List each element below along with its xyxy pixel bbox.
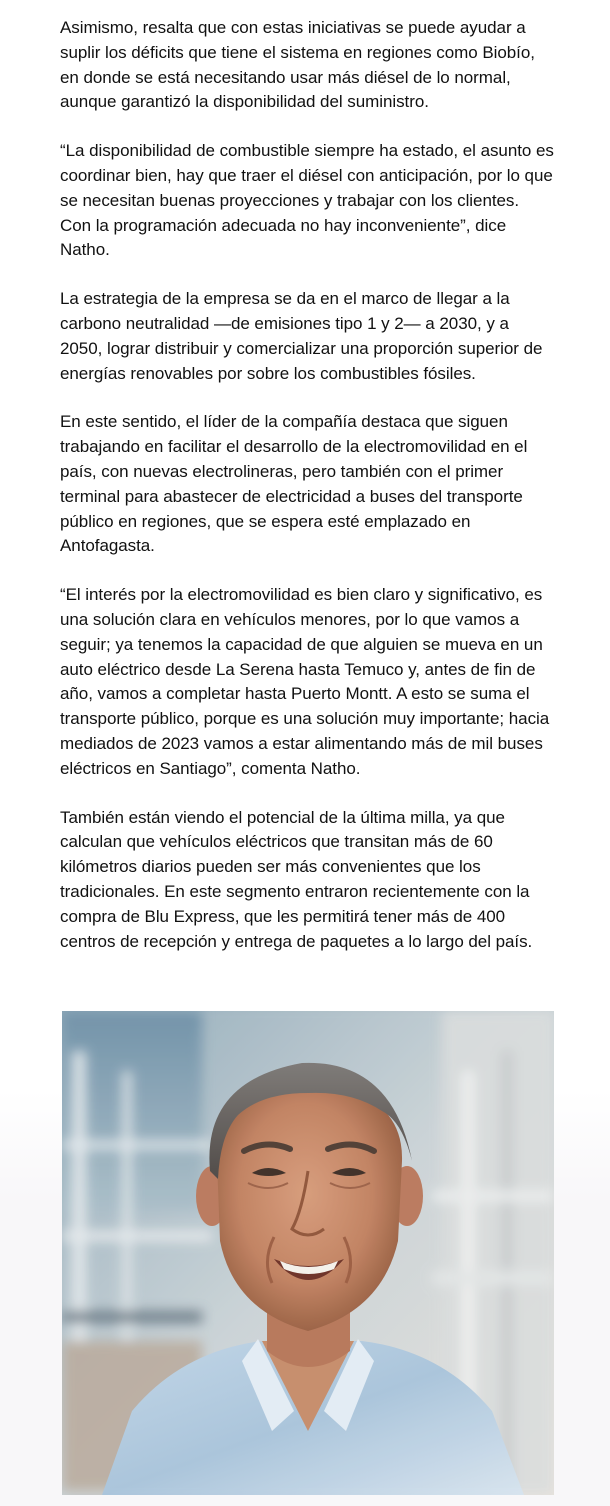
paragraph-4: En este sentido, el líder de la compañía destaca que siguen trabajando en facilitar el desarrollo de la electromovilidad en el país, con nuevas electrolineras, pero también con el primer terminal para abastecer de electricidad a buses del transporte público en regiones, que se espera esté emplazado en Antofagasta. <box>60 412 528 556</box>
article-photo <box>62 1011 554 1495</box>
paragraph-1: Asimismo, resalta que con estas iniciativas se puede ayudar a suplir los déficits que tiene el sistema en regiones como Biobío, en donde se está necesitando usar más diésel de lo normal, aunque garantizó la disponibilidad del suministro. <box>60 18 535 112</box>
paragraph-3: La estrategia de la empresa se da en el marco de llegar a la carbono neutralidad —de emisiones tipo 1 y 2— a 2030, y a 2050, lograr distribuir y comercializar una proporción superior de energías renovables por sobre los combustibles fósiles. <box>60 289 543 383</box>
article-body <box>60 16 554 978</box>
paragraph-5: “El interés por la electromovilidad es bien claro y significativo, es una solución clara en vehículos menores, por lo que vamos a seguir; ya tenemos la capacidad de que alguien se mueva en un auto eléctrico desde La Serena hasta Temuco y, antes de fin de año, vamos a completar hasta Puerto Montt. A esto se suma el transporte público, porque es una solución muy importante; hacia mediados de 2023 vamos a estar alimentando más de mil buses eléctricos en Santiago”, comenta Natho. <box>60 585 550 778</box>
light-overlay <box>62 1011 554 1495</box>
portrait-illustration <box>62 1011 554 1495</box>
paragraph-2: “La disponibilidad de combustible siempre ha estado, el asunto es coordinar bien, hay que traer el diésel con anticipación, por lo que se necesitan buenas proyecciones y trabajar con los clientes. Con la programación adecuada no hay inconveniente”, dice Natho. <box>60 141 554 260</box>
paragraph-6: También están viendo el potencial de la última milla, ya que calculan que vehículos eléctricos que transitan más de 60 kilómetros diarios pueden ser más convenientes que los tradicionales. En este segmento entraron recientemente con la compra de Blu Express, que les permitirá tener más de 400 centros de recepción y entrega de paquetes a lo largo del país. <box>60 807 533 951</box>
